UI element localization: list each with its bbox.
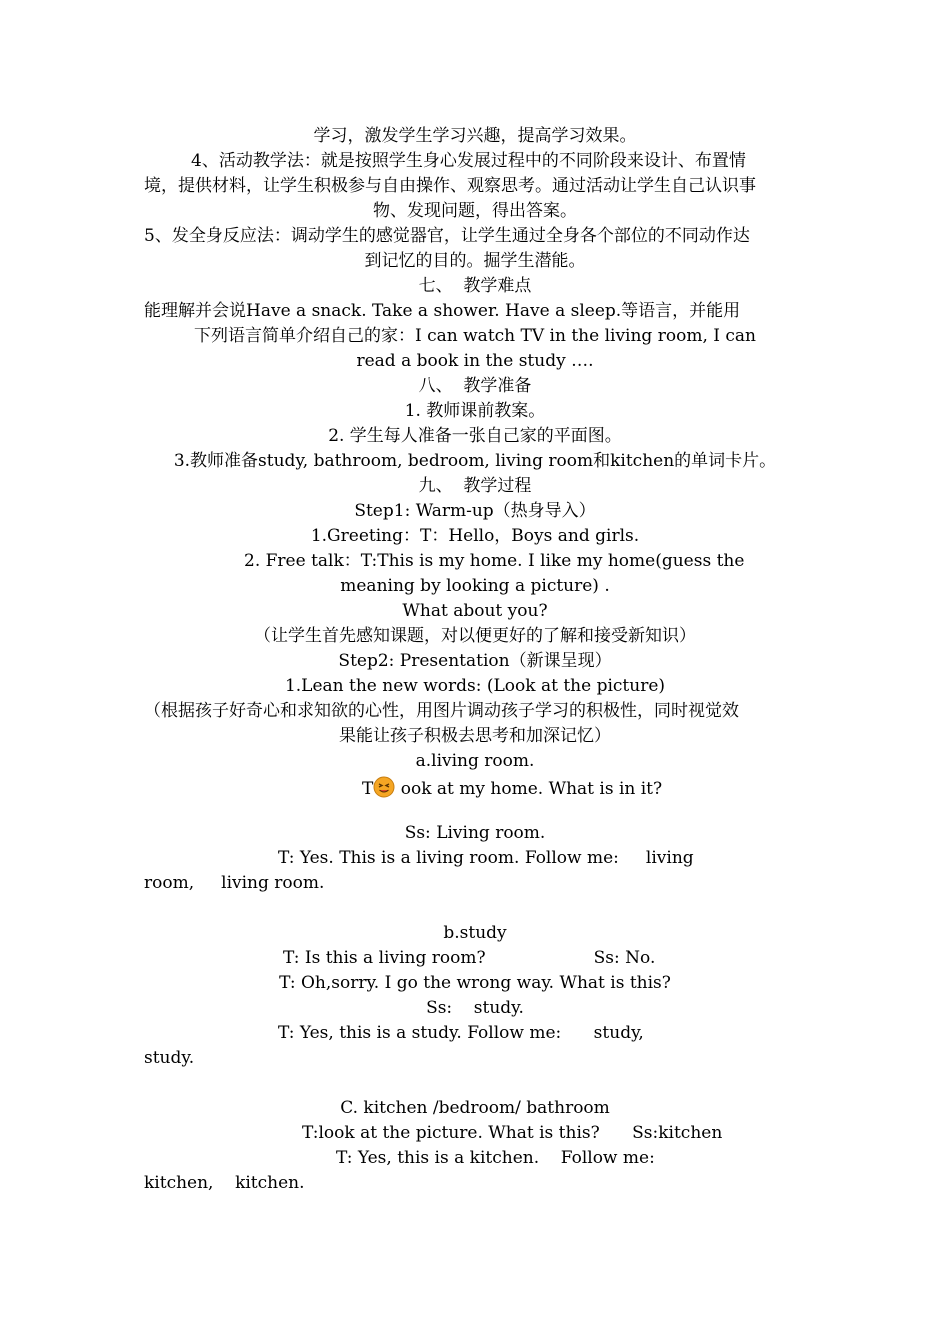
text-line: （让学生首先感知课题，对以便更好的了解和接受新知识） [254,626,696,646]
text-line: Ss: Living room. [404,823,546,843]
text-line: 物、发现问题，得出答案。 [373,201,577,221]
text-line [362,776,802,802]
section-heading: 八、 教学准备 [418,376,532,396]
text-line: T:look at the picture. What is this? Ss:kitchen [302,1123,723,1143]
text-line: 学习，激发学生学习兴趣，提高学习效果。 [313,126,637,146]
text-fragment: ook at my home. What is in it? [395,779,663,799]
text-line: 1.Lean the new words: (Look at the picture) [284,676,666,696]
text-line: 2. 学生每人准备一张自己家的平面图。 [328,426,622,446]
text-line: T: Is this a living room? Ss: No. [283,948,656,968]
text-fragment: T [362,779,374,799]
text-line: 1.Greeting：T：Hello，Boys and girls. [310,526,640,546]
text-line: b.study [443,923,507,943]
text-line: 4、活动教学法：就是按照学生身心发展过程中的不同阶段来设计、布置情 [191,151,746,171]
text-line: 果能让孩子积极去思考和加深记忆） [339,726,611,746]
text-line: 2. Free talk：T:This is my home. I like my home(guess the [244,551,745,571]
text-line: T: Yes, this is a study. Follow me: study, [278,1023,644,1043]
text-line: 能理解并会说Have a snack. Take a shower. Have a sleep.等语言，并能用 [144,301,741,321]
section-heading: 九、 教学过程 [418,476,532,496]
text-line: What about you? [402,601,548,621]
step-heading: Step1: Warm-up（热身导入） [354,501,596,521]
text-line: read a book in the study …. [356,351,594,371]
text-line: 5、发全身反应法：调动学生的感觉器官，让学生通过全身各个部位的不同动作达 [144,226,750,246]
text-line: 1. 教师课前教案。 [404,401,546,421]
text-line: C. kitchen /bedroom/ bathroom [340,1098,610,1118]
text-line: T: Yes. This is a living room. Follow me: living [278,848,694,868]
text-line: （根据孩子好奇心和求知欲的心性，用图片调动孩子学习的积极性，同时视觉效 [144,701,739,721]
text-line: T: Oh,sorry. I go the wrong way. What is this? [279,973,671,993]
text-line: T: Yes, this is a kitchen. Follow me: [336,1148,655,1168]
text-line: study. [144,1048,195,1068]
section-heading: 七、 教学难点 [418,276,532,296]
text-line: room, living room. [144,873,325,893]
text-line: 境，提供材料，让学生积极参与自由操作、观察思考。通过活动让学生自己认识事 [144,176,756,196]
smiley-face-icon [373,776,395,798]
text-line: a.living room. [415,751,535,771]
text-line: Ss: study. [426,998,524,1018]
text-line: 下列语言简单介绍自己的家：I can watch TV in the living room, I can [194,326,756,346]
text-line: 3.教师准备study, bathroom, bedroom, living room和kitchen的单词卡片。 [173,451,777,471]
text-line: meaning by looking a picture) . [340,576,610,596]
text-line: kitchen, kitchen. [144,1173,305,1193]
text-line: 到记忆的目的。掘学生潜能。 [364,251,586,271]
step-heading: Step2: Presentation（新课呈现） [338,651,612,671]
